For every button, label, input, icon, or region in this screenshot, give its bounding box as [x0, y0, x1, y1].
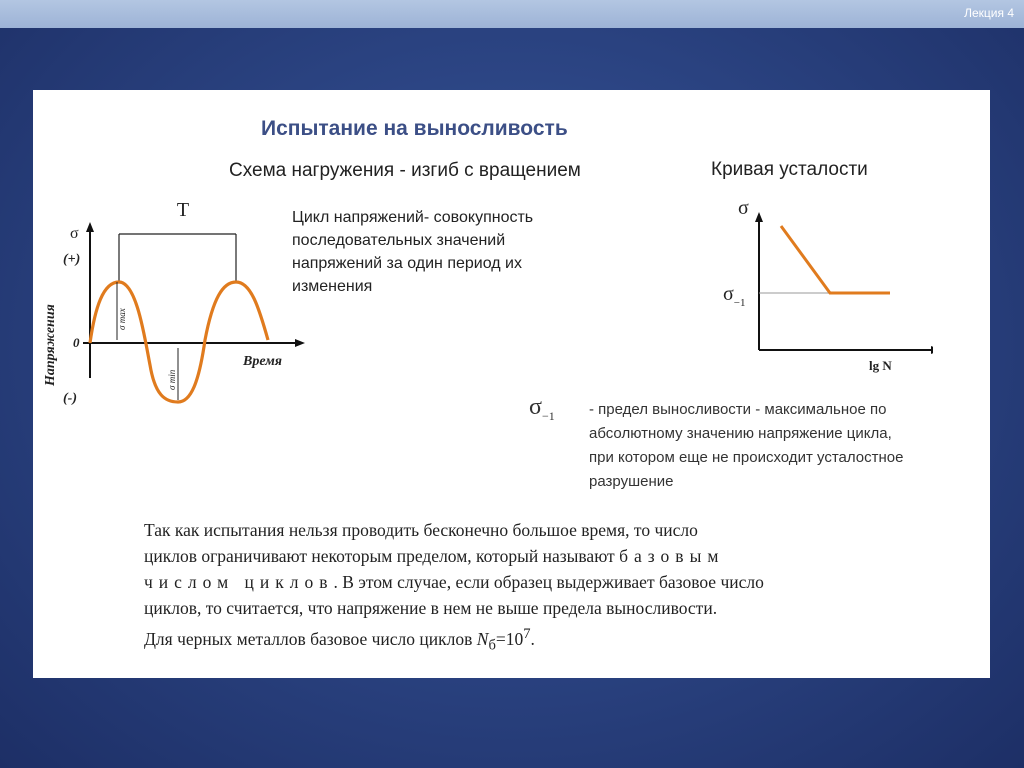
fatigue-curve-diagram	[693, 190, 933, 380]
paragraph-line: Для черных металлов базовое число циклов $N_б=10^7$.	[144, 626, 535, 654]
loading-scheme-subtitle: Схема нагружения - изгиб с вращением	[229, 160, 581, 181]
fatigue-curve-title: Кривая усталости	[711, 159, 868, 180]
paragraph-line: циклов ограничивают некоторым пределом, который называют базовым	[144, 546, 725, 566]
limit-definition-line: - предел выносливости - максимальное по	[589, 401, 887, 418]
limit-definition-line: при котором еще не происходит усталостное	[589, 449, 904, 466]
cycle-definition-line: изменения	[292, 278, 373, 295]
zero-label: 0	[73, 335, 80, 350]
endurance-limit-symbol: $\sigma_{-1}$	[529, 394, 555, 423]
fatigue-y-label: σ	[738, 197, 749, 219]
plus-label: (+)	[63, 252, 81, 267]
top-bar	[0, 0, 1024, 28]
lecture-label: Лекция 4	[964, 6, 1014, 20]
paragraph-line: циклов, то считается, что напряжение в нем не выше предела выносливости.	[144, 598, 718, 618]
cycle-definition-line: напряжений за один период их	[292, 255, 522, 272]
fatigue-x-label: lg N	[869, 358, 892, 373]
cycle-definition-line: последовательных значений	[292, 232, 506, 249]
paragraph-line: числом циклов. В этом случае, если образец выдерживает базовое число	[144, 572, 764, 592]
loading-scheme-diagram	[33, 190, 323, 420]
limit-definition-line: разрушение	[589, 473, 674, 490]
base-cycles-paragraph	[144, 517, 934, 658]
cycle-definition-line: Цикл напряжений- совокупность	[292, 209, 534, 226]
sigma-min-label: σ min	[167, 369, 177, 390]
cycle-definition	[292, 206, 533, 298]
slide-content	[33, 90, 990, 678]
endurance-limit-definition	[589, 398, 903, 494]
slide-title: Испытание на выносливость	[261, 117, 568, 140]
sigma-max-label: σ max	[117, 308, 127, 330]
limit-definition-line: абсолютному значению напряжение цикла,	[589, 425, 892, 442]
period-label: T	[176, 199, 190, 221]
time-axis-label: Время	[243, 354, 283, 369]
fatigue-curve-line	[781, 226, 890, 293]
fatigue-limit-label: $\sigma_{-1}$	[723, 283, 746, 309]
paragraph-line: Так как испытания нельзя проводить бесконечно большое время, то число	[144, 520, 698, 540]
minus-label: (-)	[63, 391, 77, 406]
stress-axis-label: Напряжения	[43, 304, 58, 386]
sigma-axis-label: σ	[70, 225, 79, 242]
